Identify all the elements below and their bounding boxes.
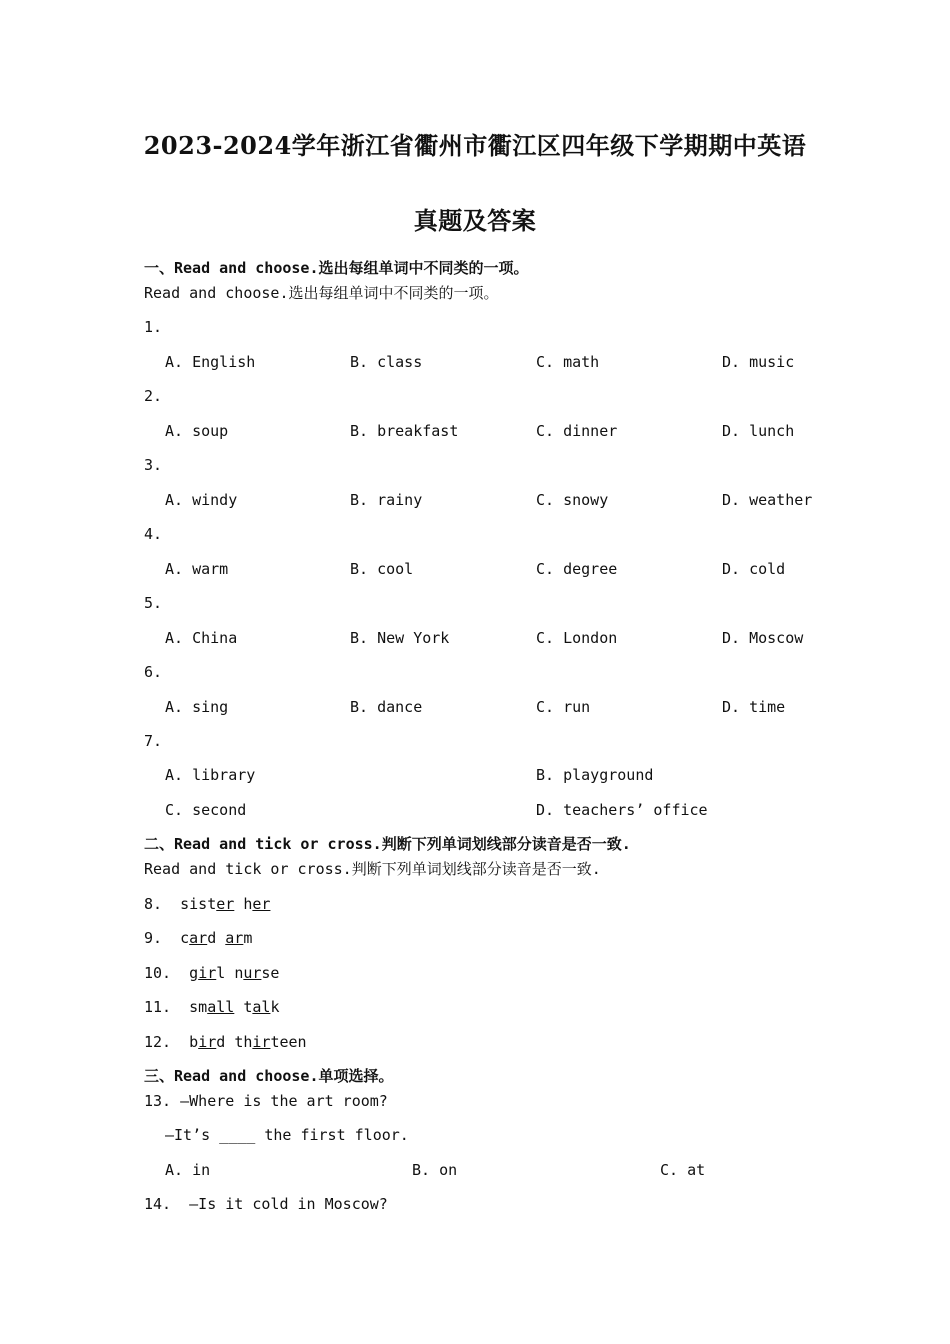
option-a: A. library [165,766,256,784]
word-part: t [243,998,253,1016]
option-b: B. cool [350,560,414,578]
option-d: D. lunch [722,422,795,440]
word-part: sist [180,895,217,913]
word-part: m [243,929,253,947]
section1-instruction: Read and choose.选出每组单词中不同类的一项。 [144,284,499,302]
underlined-part: ir [198,1033,217,1051]
phonics-item [144,894,270,914]
option-d: D. cold [722,560,786,578]
section3-heading: 三、Read and choose.单项选择。 [144,1067,394,1085]
option-c: C. second [165,801,247,819]
section2-heading: 二、Read and tick or cross.判断下列单词划线部分读音是否一致. [144,835,631,853]
phonics-item [144,928,252,948]
document-title-line1: 2023-2024学年浙江省衢州市衢江区四年级下学期期中英语 [143,131,807,160]
phonics-item [144,1032,307,1052]
item-number: 12. [144,1033,172,1051]
word-part: b [189,1033,199,1051]
option-b: B. rainy [350,491,423,509]
option-b: B. on [412,1161,458,1179]
word-part: h [243,895,253,913]
item-number: 9. [144,929,163,947]
option-c: C. degree [536,560,618,578]
phonics-item [144,963,279,983]
question-number: 7. [144,732,163,750]
option-d: D. Moscow [722,629,804,647]
word-part: l [216,964,226,982]
option-c: C. run [536,698,591,716]
section2-instruction: Read and tick or cross.判断下列单词划线部分读音是否一致. [144,860,601,878]
item-number: 11. [144,998,172,1016]
question-number: 3. [144,456,163,474]
option-d: D. weather [722,491,813,509]
option-a: A. sing [165,698,229,716]
underlined-part: all [207,998,235,1016]
underlined-part: ur [243,964,262,982]
word-part: sm [189,998,208,1016]
question-number: 2. [144,387,163,405]
option-a: A. warm [165,560,229,578]
option-a: A. English [165,353,256,371]
option-c: C. dinner [536,422,618,440]
document-title-line2: 真题及答案 [413,206,537,235]
option-b: B. dance [350,698,423,716]
underlined-part: ir [198,964,217,982]
option-b: B. class [350,353,423,371]
question-number: 5. [144,594,163,612]
item-number: 10. [144,964,172,982]
question-13-prompt: 13. —Where is the art room? [144,1092,388,1110]
option-a: A. China [165,629,238,647]
underlined-part: ar [225,929,244,947]
option-c: C. at [660,1161,706,1179]
underlined-part: er [252,895,271,913]
phonics-item [144,997,279,1017]
word-part: th [234,1033,253,1051]
underlined-part: er [216,895,235,913]
word-part: teen [270,1033,307,1051]
word-part: d [207,929,217,947]
question-number: 4. [144,525,163,543]
option-a: A. windy [165,491,238,509]
option-c: C. math [536,353,600,371]
option-b: B. playground [536,766,654,784]
underlined-part: ir [252,1033,271,1051]
word-part: se [261,964,280,982]
option-d: D. teachers’ office [536,801,708,819]
option-a: A. soup [165,422,229,440]
option-d: D. time [722,698,786,716]
word-part: d [216,1033,226,1051]
question-13-response: —It’s ____ the first floor. [165,1126,409,1144]
underlined-part: ar [189,929,208,947]
question-14-prompt: 14. —Is it cold in Moscow? [144,1195,388,1213]
option-b: B. breakfast [350,422,459,440]
word-part: g [189,964,199,982]
word-part: n [234,964,244,982]
option-a: A. in [165,1161,211,1179]
item-number: 8. [144,895,163,913]
section1-heading: 一、Read and choose.选出每组单词中不同类的一项。 [144,259,529,277]
underlined-part: al [252,998,271,1016]
question-number: 6. [144,663,163,681]
option-c: C. snowy [536,491,609,509]
option-d: D. music [722,353,795,371]
word-part: c [180,929,190,947]
question-number: 1. [144,318,163,336]
option-b: B. New York [350,629,450,647]
option-c: C. London [536,629,618,647]
word-part: k [270,998,280,1016]
